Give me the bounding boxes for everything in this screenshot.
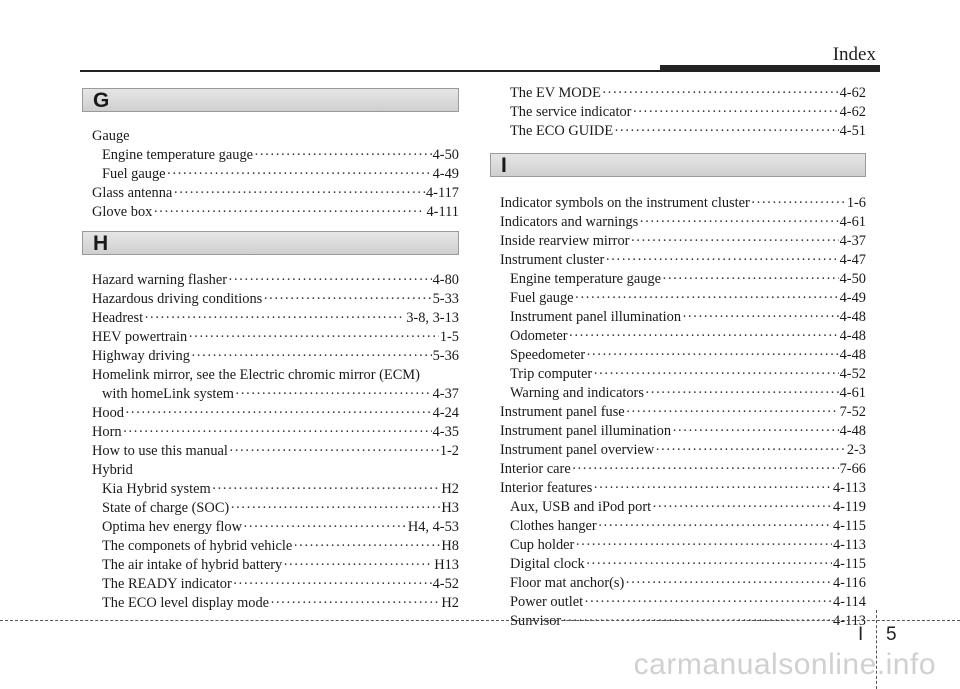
entry-page: 4-48 bbox=[839, 347, 866, 363]
leader-dots bbox=[123, 422, 432, 442]
entry-text: Odometer bbox=[510, 328, 568, 344]
section-header-i bbox=[490, 153, 866, 177]
entry-text: Instrument panel fuse bbox=[500, 404, 625, 420]
entry-page: 4-51 bbox=[839, 123, 866, 139]
entry-page: 5-36 bbox=[432, 348, 459, 364]
entry-page: 4-49 bbox=[839, 290, 866, 306]
leader-dots bbox=[575, 288, 839, 308]
footer-page-number: 5 bbox=[886, 624, 897, 645]
index-entry bbox=[510, 121, 866, 141]
leader-dots bbox=[626, 402, 839, 422]
entry-text: The READY indicator bbox=[102, 576, 232, 592]
index-entry bbox=[92, 346, 459, 366]
entry-text: with homeLink system bbox=[102, 386, 234, 402]
entry-text: Cup holder bbox=[510, 537, 575, 553]
entry-text: How to use this manual bbox=[92, 443, 228, 459]
entry-page: 4-119 bbox=[832, 499, 866, 515]
leader-dots bbox=[662, 269, 839, 289]
entry-page: 4-52 bbox=[839, 366, 866, 382]
entry-page: H4, 4-53 bbox=[407, 519, 459, 535]
entry-page: 4-113 bbox=[832, 613, 866, 629]
entry-text: Glass antenna bbox=[92, 185, 173, 201]
leader-dots bbox=[562, 611, 832, 631]
entry-text: Indicators and warnings bbox=[500, 214, 639, 230]
entry-text: Instrument cluster bbox=[500, 252, 605, 268]
entry-page: 4-48 bbox=[839, 328, 866, 344]
leader-dots bbox=[593, 478, 832, 498]
index-entry bbox=[510, 535, 866, 555]
entry-text: Indicator symbols on the instrument cluster bbox=[500, 195, 750, 211]
entry-text: Inside rearview mirror bbox=[500, 233, 630, 249]
entry-page: 4-50 bbox=[839, 271, 866, 287]
index-entry bbox=[510, 592, 866, 612]
entry-page: H8 bbox=[441, 538, 459, 554]
index-entry bbox=[500, 459, 866, 479]
entry-page: 4-116 bbox=[832, 575, 866, 591]
entry-text: Headrest bbox=[92, 310, 144, 326]
index-entry bbox=[92, 327, 459, 347]
entry-page: 4-48 bbox=[839, 423, 866, 439]
leader-dots bbox=[270, 593, 440, 613]
leader-dots bbox=[652, 497, 832, 517]
entry-page: 4-61 bbox=[839, 214, 866, 230]
leader-dots bbox=[243, 517, 407, 537]
index-entry bbox=[92, 202, 459, 222]
index-entry bbox=[510, 83, 866, 103]
entry-page: 4-47 bbox=[839, 252, 866, 268]
leader-dots bbox=[682, 307, 839, 327]
index-entry bbox=[500, 231, 866, 251]
leader-dots bbox=[254, 145, 432, 165]
entry-page: 4-115 bbox=[832, 556, 866, 572]
index-heading: Hybrid bbox=[92, 462, 133, 478]
section-letter: I bbox=[501, 154, 507, 177]
index-entry bbox=[510, 102, 866, 122]
entry-page: 7-66 bbox=[839, 461, 866, 477]
index-entry bbox=[102, 498, 459, 518]
leader-dots bbox=[235, 384, 432, 404]
index-entry bbox=[510, 497, 866, 517]
entry-page: 4-114 bbox=[832, 594, 866, 610]
leader-dots bbox=[655, 440, 846, 460]
entry-page: 4-50 bbox=[432, 147, 459, 163]
leader-dots bbox=[645, 383, 839, 403]
section-letter: H bbox=[93, 232, 109, 255]
leader-dots bbox=[584, 592, 832, 612]
entry-text: Horn bbox=[92, 424, 122, 440]
leader-dots bbox=[575, 535, 832, 555]
entry-text: Glove box bbox=[92, 204, 153, 220]
entry-text: Engine temperature gauge bbox=[510, 271, 662, 287]
entry-page: 4-37 bbox=[839, 233, 866, 249]
page-header-title: Index bbox=[832, 44, 876, 65]
entry-page: H2 bbox=[441, 595, 459, 611]
index-entry bbox=[510, 554, 866, 574]
entry-text: Fuel gauge bbox=[102, 166, 166, 182]
index-entry bbox=[102, 574, 459, 594]
entry-text: Sunvisor bbox=[510, 613, 562, 629]
index-entry bbox=[510, 516, 866, 536]
entry-text: Floor mat anchor(s) bbox=[510, 575, 625, 591]
leader-dots bbox=[283, 555, 433, 575]
index-entry bbox=[92, 289, 459, 309]
entry-text: Clothes hanger bbox=[510, 518, 597, 534]
entry-page: 3-8, 3-13 bbox=[406, 310, 459, 326]
entry-text: The componets of hybrid vehicle bbox=[102, 538, 293, 554]
leader-dots bbox=[593, 364, 838, 384]
entry-text: State of charge (SOC) bbox=[102, 500, 230, 516]
index-entry bbox=[500, 440, 866, 460]
leader-dots bbox=[191, 346, 432, 366]
leader-dots bbox=[125, 403, 432, 423]
entry-text: Interior care bbox=[500, 461, 571, 477]
leader-dots bbox=[144, 308, 405, 328]
index-entry bbox=[500, 250, 866, 270]
entry-page: 4-113 bbox=[832, 480, 866, 496]
entry-text: The EV MODE bbox=[510, 85, 601, 101]
index-entry bbox=[500, 402, 866, 422]
index-entry bbox=[510, 307, 866, 327]
index-entry bbox=[92, 403, 459, 423]
index-entry bbox=[102, 145, 459, 165]
index-entry bbox=[102, 479, 459, 499]
leader-dots bbox=[605, 250, 838, 270]
index-entry bbox=[102, 555, 459, 575]
leader-dots bbox=[228, 270, 432, 290]
leader-dots bbox=[632, 102, 838, 122]
index-entry bbox=[510, 345, 866, 365]
index-entry bbox=[102, 384, 459, 404]
leader-dots bbox=[602, 83, 839, 103]
entry-page: 4-61 bbox=[839, 385, 866, 401]
index-entry bbox=[500, 193, 866, 213]
entry-text: Hazardous driving conditions bbox=[92, 291, 263, 307]
index-entry bbox=[102, 164, 459, 184]
entry-page: 4-52 bbox=[432, 576, 459, 592]
index-entry bbox=[102, 536, 459, 556]
entry-text: HEV powertrain bbox=[92, 329, 188, 345]
section-letter: G bbox=[93, 89, 110, 112]
entry-page: 4-24 bbox=[432, 405, 459, 421]
index-entry bbox=[92, 183, 459, 203]
entry-text: Engine temperature gauge bbox=[102, 147, 254, 163]
entry-text: The ECO GUIDE bbox=[510, 123, 614, 139]
entry-text: Fuel gauge bbox=[510, 290, 574, 306]
entry-page: 4-62 bbox=[839, 104, 866, 120]
entry-text: Optima hev energy flow bbox=[102, 519, 243, 535]
entry-page: 4-35 bbox=[432, 424, 459, 440]
header-accent-bar bbox=[660, 65, 880, 72]
index-entry bbox=[102, 517, 459, 537]
entry-page: 7-52 bbox=[839, 404, 866, 420]
section-header-h bbox=[82, 231, 459, 255]
entry-text: Hood bbox=[92, 405, 124, 421]
entry-page: 1-5 bbox=[439, 329, 459, 345]
index-heading: Homelink mirror, see the Electric chromic mirror (ECM) bbox=[92, 367, 420, 383]
entry-text: Kia Hybrid system bbox=[102, 481, 211, 497]
entry-page: 4-62 bbox=[839, 85, 866, 101]
leader-dots bbox=[672, 421, 839, 441]
entry-page: 4-115 bbox=[832, 518, 866, 534]
index-entry bbox=[510, 573, 866, 593]
leader-dots bbox=[153, 202, 425, 222]
index-entry bbox=[510, 326, 866, 346]
leader-dots bbox=[263, 289, 431, 309]
entry-text: Instrument panel illumination bbox=[510, 309, 682, 325]
entry-text: Trip computer bbox=[510, 366, 593, 382]
leader-dots bbox=[212, 479, 441, 499]
footer-dashed-rule bbox=[0, 620, 960, 621]
index-entry bbox=[500, 212, 866, 232]
entry-text: Interior features bbox=[500, 480, 593, 496]
index-entry bbox=[510, 611, 866, 631]
entry-text: Warning and indicators bbox=[510, 385, 644, 401]
entry-page: 1-2 bbox=[439, 443, 459, 459]
leader-dots bbox=[188, 327, 439, 347]
entry-text: Power outlet bbox=[510, 594, 584, 610]
entry-text: Speedometer bbox=[510, 347, 586, 363]
entry-page: 4-37 bbox=[432, 386, 459, 402]
entry-page: 4-80 bbox=[432, 272, 459, 288]
leader-dots bbox=[173, 183, 425, 203]
entry-page: H2 bbox=[441, 481, 459, 497]
index-entry bbox=[102, 593, 459, 613]
leader-dots bbox=[639, 212, 838, 232]
entry-page: 2-3 bbox=[846, 442, 866, 458]
index-entry bbox=[92, 308, 459, 328]
leader-dots bbox=[293, 536, 440, 556]
section-header-g bbox=[82, 88, 459, 112]
index-entry bbox=[92, 422, 459, 442]
entry-text: Highway driving bbox=[92, 348, 190, 364]
entry-page: H3 bbox=[441, 500, 459, 516]
entry-text: Digital clock bbox=[510, 556, 585, 572]
entry-page: H13 bbox=[434, 557, 459, 573]
leader-dots bbox=[572, 459, 839, 479]
index-entry bbox=[500, 478, 866, 498]
entry-text: Hazard warning flasher bbox=[92, 272, 228, 288]
index-heading: Gauge bbox=[92, 128, 130, 144]
index-entry bbox=[92, 441, 459, 461]
leader-dots bbox=[230, 498, 440, 518]
entry-text: Aux, USB and iPod port bbox=[510, 499, 652, 515]
leader-dots bbox=[229, 441, 439, 461]
entry-page: 4-48 bbox=[839, 309, 866, 325]
leader-dots bbox=[586, 554, 832, 574]
leader-dots bbox=[569, 326, 839, 346]
leader-dots bbox=[751, 193, 846, 213]
entry-page: 1-6 bbox=[846, 195, 866, 211]
index-entry bbox=[510, 364, 866, 384]
watermark: carmanualsonline.info bbox=[633, 648, 936, 681]
leader-dots bbox=[630, 231, 838, 251]
entry-text: The service indicator bbox=[510, 104, 632, 120]
index-entry bbox=[500, 421, 866, 441]
index-entry bbox=[510, 383, 866, 403]
entry-text: The air intake of hybrid battery bbox=[102, 557, 283, 573]
index-entry bbox=[510, 269, 866, 289]
leader-dots bbox=[167, 164, 432, 184]
entry-page: 4-113 bbox=[832, 537, 866, 553]
leader-dots bbox=[586, 345, 838, 365]
leader-dots bbox=[625, 573, 832, 593]
entry-page: 4-111 bbox=[426, 204, 459, 220]
leader-dots bbox=[233, 574, 432, 594]
leader-dots bbox=[614, 121, 838, 141]
footer-section-letter: I bbox=[858, 624, 864, 645]
entry-text: Instrument panel overview bbox=[500, 442, 655, 458]
entry-page: 4-49 bbox=[432, 166, 459, 182]
entry-page: 5-33 bbox=[432, 291, 459, 307]
entry-text: The ECO level display mode bbox=[102, 595, 270, 611]
entry-page: 4-117 bbox=[425, 185, 459, 201]
entry-text: Instrument panel illumination bbox=[500, 423, 672, 439]
leader-dots bbox=[598, 516, 832, 536]
index-entry bbox=[510, 288, 866, 308]
index-entry bbox=[92, 270, 459, 290]
